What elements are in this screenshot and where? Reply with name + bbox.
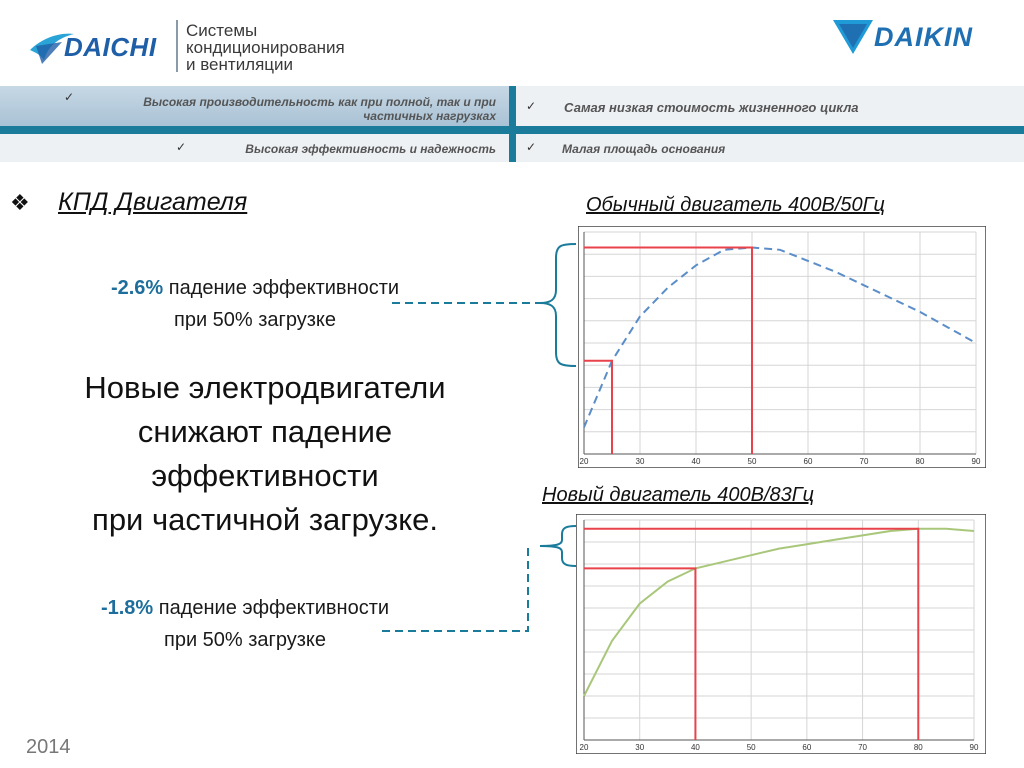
stat-conventional-text: падение эффективности (163, 277, 400, 299)
chart2-tick-label-30: 30 (635, 743, 645, 752)
chart2-tick-label-40: 40 (690, 743, 700, 752)
chart1-tick-label-50: 50 (747, 457, 757, 466)
chart-conventional (578, 226, 986, 468)
chart2-tick-label-20: 20 (579, 743, 589, 752)
benefit-footprint: Малая площадь основания (562, 142, 726, 156)
chart2-tick-label-80: 80 (913, 743, 923, 752)
chart1-tick-label-70: 70 (859, 457, 869, 466)
main-message-line-3: эффективности (151, 458, 379, 493)
benefit-performance: Высокая производительность как при полной, так и при частичных нагрузках (143, 95, 496, 123)
chart2-tick-label-50: 50 (746, 743, 756, 752)
main-message-line-4: при частичной загрузке. (92, 502, 438, 537)
chart2-tick-label-70: 70 (858, 743, 868, 752)
check-icon: ✓ (526, 99, 537, 113)
check-icon: ✓ (176, 140, 187, 154)
main-message-line-1: Новые электродвигатели (84, 370, 446, 405)
check-icon: ✓ (64, 90, 75, 104)
chart1-tick-label-90: 90 (971, 457, 981, 466)
main-message-line-2: снижают падение (137, 414, 393, 449)
chart-new-motor (576, 514, 986, 754)
bracket-bottom (540, 526, 576, 566)
stat-new-motor-load: при 50% загрузке (163, 629, 327, 651)
tagline-line-1: Системы (186, 21, 258, 40)
chart1-tick-label-30: 30 (635, 457, 645, 466)
chart2-tick-label-60: 60 (802, 743, 812, 752)
check-icon: ✓ (526, 140, 537, 154)
bracket-top (540, 244, 576, 366)
daikin-brand-name: DAIKIN (874, 22, 973, 52)
year-footer: 2014 (26, 736, 71, 758)
tagline-line-3: и вентиляции (186, 55, 294, 74)
bullet-diamond-icon: ❖ (10, 190, 30, 215)
chart-conventional-title: Обычный двигатель 400В/50Гц (586, 194, 885, 216)
chart-new-motor-title: Новый двигатель 400В/83Гц (542, 484, 815, 506)
chart1-tick-label-60: 60 (803, 457, 813, 466)
stat-new-motor-value: -1.8% (100, 597, 154, 619)
section-title: КПД Двигателя (58, 188, 248, 216)
connector-line-bottom (382, 546, 528, 631)
chart2-tick-label-90: 90 (969, 743, 979, 752)
benefit-reliability: Высокая эффективность и надежность (245, 142, 496, 156)
stat-conventional-load: при 50% загрузке (173, 309, 337, 331)
chart1-tick-label-40: 40 (691, 457, 701, 466)
stat-conventional-value: -2.6% (110, 277, 164, 299)
tagline-line-2: кондиционирования (186, 38, 345, 57)
chart1-tick-label-20: 20 (579, 457, 589, 466)
stat-new-motor-text: падение эффективности (153, 597, 390, 619)
benefit-lifecycle-cost: Самая низкая стоимость жизненного цикла (564, 100, 859, 115)
daichi-brand-name: DAICHI (64, 32, 157, 62)
chart1-tick-label-80: 80 (915, 457, 925, 466)
